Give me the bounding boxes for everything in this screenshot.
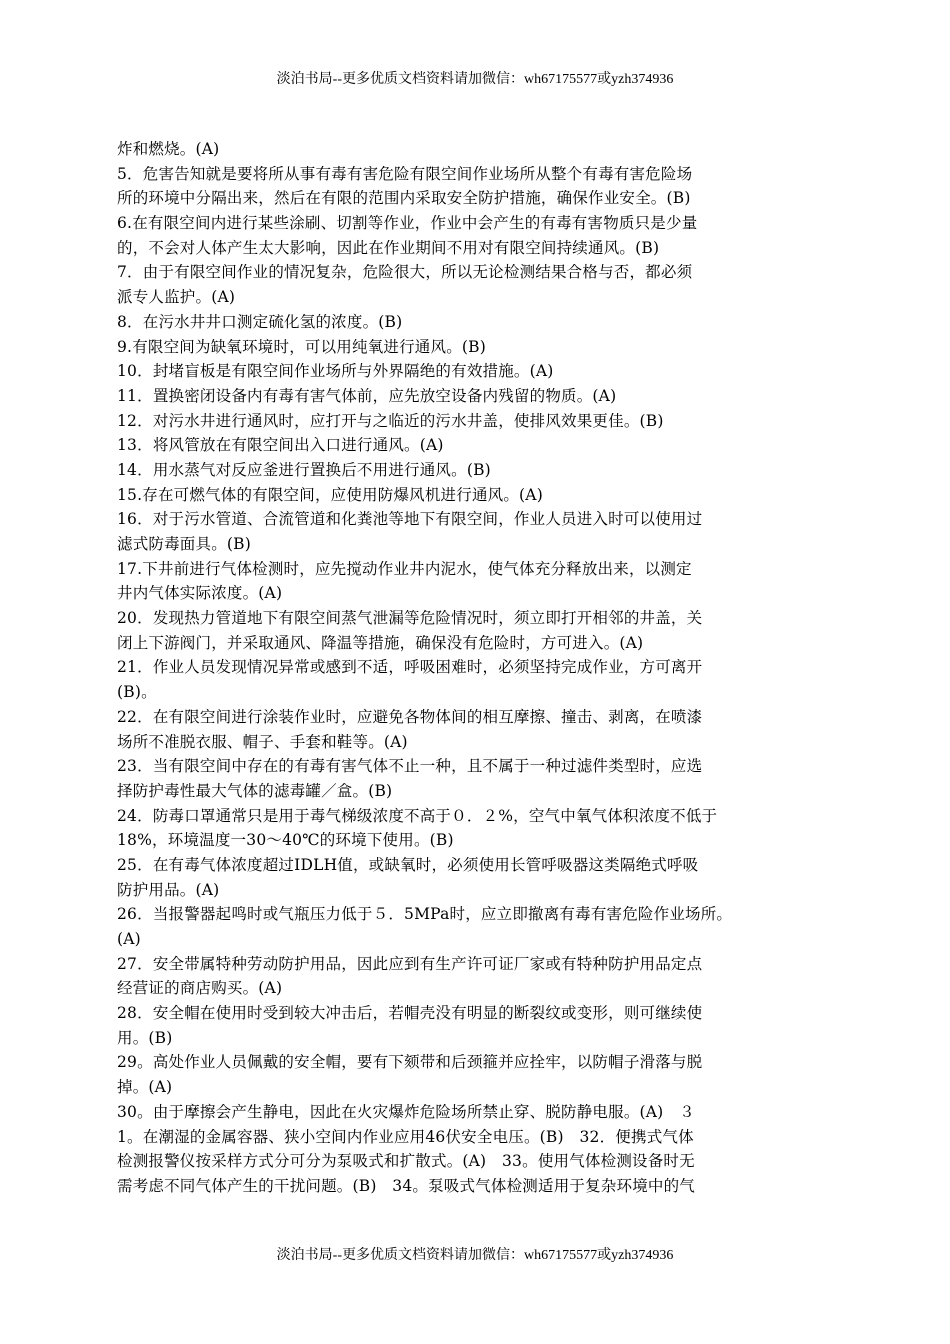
text-line: 6.在有限空间内进行某些涂刷、切割等作业，作业中会产生的有毒有害物质只是少量 — [117, 214, 698, 233]
text-line: 24．防毒口罩通常只是用于毒气梯级浓度不高于０．２%，空气中氧气体积浓度不低于 — [117, 806, 718, 825]
text-line: 掉。(A) — [117, 1078, 173, 1097]
text-line: 检测报警仪按采样方式分可分为泵吸式和扩散式。(A) 33。使用气体检测设备时无 — [117, 1152, 695, 1171]
text-line: 用。(B) — [117, 1028, 173, 1047]
text-line: 需考虑不同气体产生的干扰问题。(B) 34。泵吸式气体检测适用于复杂环境中的气 — [117, 1176, 696, 1195]
text-line: 23．当有限空间中存在的有毒有害气体不止一种，且不属于一种过滤件类型时，应选 — [117, 757, 703, 776]
text-line: 25．在有毒气体浓度超过IDLH值，或缺氧时，必须使用长管呼吸器这类隔绝式呼吸 — [117, 855, 699, 874]
text-line: 26．当报警器起鸣时或气瓶压力低于５．5MPa时，应立即撤离有毒有害危险作业场所。 — [117, 905, 733, 924]
text-line: 所的环境中分隔出来，然后在有限的范围内采取安全防护措施，确保作业安全。(B) — [117, 189, 691, 208]
text-line: 1。在潮湿的金属容器、狭小空间内作业应用46伏安全电压。(B) 32．便携式气体 — [117, 1127, 694, 1146]
text-line: 闭上下游阀门，并采取通风、降温等措施，确保没有危险时，方可进入。(A) — [117, 633, 644, 652]
text-line: 场所不准脱衣服、帽子、手套和鞋等。(A) — [117, 732, 408, 751]
text-line: 择防护毒性最大气体的滤毒罐／盒。(B) — [117, 781, 393, 800]
text-line: 炸和燃烧。(A) — [117, 140, 220, 158]
text-line: (A) — [117, 930, 141, 948]
text-line: 22．在有限空间进行涂装作业时，应避免各物体间的相互摩擦、撞击、剥离，在喷漆 — [117, 707, 703, 726]
page-header: 淡泊书局--更多优质文档资料请加微信：wh67175577或yzh374936 — [276, 72, 674, 87]
text-line: 15.存在可燃气体的有限空间，应使用防爆风机进行通风。(A) — [117, 485, 543, 504]
text-line: 7．由于有限空间作业的情况复杂，危险很大，所以无论检测结果合格与否，都必须 — [117, 263, 693, 282]
text-line: 滤式防毒面具。(B) — [117, 535, 251, 553]
text-line: 28．安全帽在使用时受到较大冲击后，若帽壳没有明显的断裂纹或变形，则可继续使 — [117, 1004, 703, 1023]
text-line: 的，不会对人体产生太大影响，因此在作业期间不用对有限空间持续通风。(B) — [117, 238, 660, 257]
text-line: 18%，环境温度一30～40℃的环境下使用。(B) — [117, 831, 454, 850]
text-line: 8．在污水井井口测定硫化氢的浓度。(B) — [117, 312, 403, 331]
text-line: 27．安全带属特种劳动防护用品，因此应到有生产许可证厂家或有特种防护用品定点 — [117, 954, 703, 973]
text-line: 13．将风管放在有限空间出入口进行通风。(A) — [117, 436, 444, 455]
text-line: 5．危害告知就是要将所从事有毒有害危险有限空间作业场所从整个有毒有害危险场 — [117, 164, 693, 183]
text-line: 17.下井前进行气体检测时，应先搅动作业井内泥水，使气体充分释放出来，以测定 — [117, 559, 692, 578]
text-line: 14．用水蒸气对反应釜进行置换后不用进行通风。(B) — [117, 460, 491, 479]
text-line: 11．置换密闭设备内有毒有害气体前，应先放空设备内残留的物质。(A) — [117, 386, 617, 405]
text-line: 30。由于摩擦会产生静电，因此在火灾爆炸危险场所禁止穿、脱防静电服。(A) ３ — [117, 1102, 695, 1121]
text-line: 20．发现热力管道地下有限空间蒸气泄漏等危险情况时，须立即打开相邻的井盖，关 — [117, 609, 703, 628]
text-line: 29。高处作业人员佩戴的安全帽，要有下颏带和后颈箍并应拴牢，以防帽子滑落与脱 — [117, 1053, 703, 1072]
text-line: 经营证的商店购买。(A) — [117, 979, 283, 998]
text-line: 派专人监护。(A) — [117, 288, 236, 307]
text-line: 9.有限空间为缺氧环境时，可以用纯氧进行通风。(B) — [117, 337, 486, 356]
text-line: 井内气体实际浓度。(A) — [117, 584, 283, 603]
text-line: 16．对于污水管道、合流管道和化粪池等地下有限空间，作业人员进入时可以使用过 — [117, 510, 703, 529]
text-line: (B)。 — [117, 683, 157, 702]
document-body — [117, 137, 837, 1199]
page-footer: 淡泊书局--更多优质文档资料请加微信：wh67175577或yzh374936 — [276, 1248, 674, 1263]
text-line: 10．封堵盲板是有限空间作业场所与外界隔绝的有效措施。(A) — [117, 362, 554, 381]
text-line: 防护用品。(A) — [117, 880, 220, 899]
text-line: 21．作业人员发现情况异常或感到不适，呼吸困难时，必须坚持完成作业，方可离开 — [117, 658, 703, 677]
text-line: 12．对污水井进行通风时，应打开与之临近的污水井盖，使排风效果更佳。(B) — [117, 411, 664, 430]
